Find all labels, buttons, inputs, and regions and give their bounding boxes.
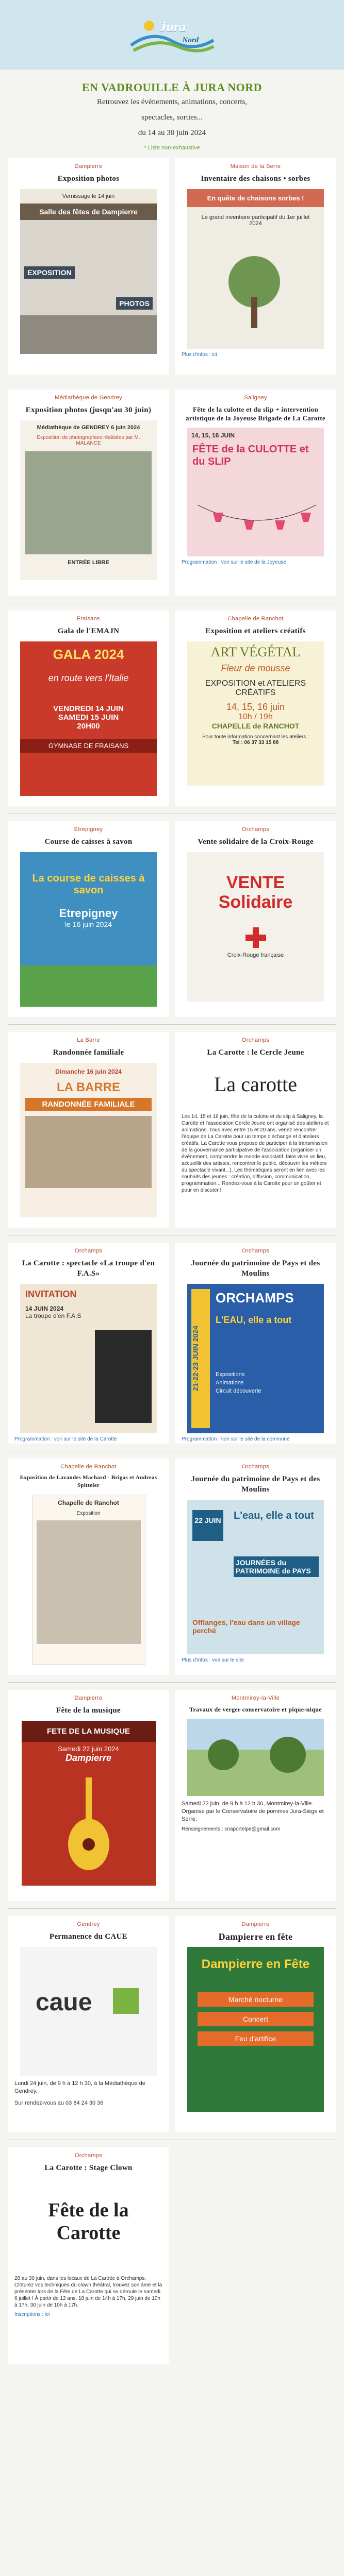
poster-text: Expositions (216, 1371, 245, 1378)
event-location: Fraisans (77, 616, 100, 622)
event-poster[interactable] (20, 1284, 157, 1433)
program-link[interactable]: Programmation : voir sur le site de la Joyeuse (182, 560, 286, 565)
poster-headline: caue (36, 1989, 92, 2016)
poster-text: GYMNASE DE FRAISANS (20, 739, 157, 753)
event-title: Inventaire des chaisons • sorbes (201, 175, 310, 183)
poster-tree (270, 1737, 306, 1773)
event-poster[interactable] (187, 428, 324, 556)
poster-text: 14, 15, 16 juin (226, 702, 285, 712)
event-poster[interactable] (20, 852, 157, 1007)
event-location: Etrepigney (74, 826, 103, 833)
poster-photo (25, 1116, 152, 1188)
event-title: Randonnée familiale (53, 1048, 124, 1057)
event-card (8, 821, 169, 1017)
non-exhaustive-note[interactable]: * Liste non-exhaustive (144, 145, 200, 151)
poster-headline: 14, 15, 16 JUIN (191, 432, 235, 439)
poster-text: Pour toute information concernant les ateliers : (202, 734, 309, 740)
poster-text: en route vers l'Italie (48, 673, 129, 683)
poster-text: Concert (198, 2012, 314, 2026)
poster-headline: 22 JUIN (192, 1510, 223, 1541)
poster-text: EXPOSITION et ATELIERS CRÉATIFS (205, 679, 306, 697)
poster-headline: La course de caisses à savon (32, 873, 145, 896)
event-card (175, 611, 336, 806)
poster-text: LA BARRE (56, 1080, 121, 1094)
event-poster[interactable] (20, 1947, 157, 2076)
event-card (8, 1459, 169, 1675)
event-description: Lundi 24 juin, de 9 h à 12 h 30, à la Médiathèque de Gendrey. (14, 2080, 145, 2094)
poster-photo (37, 1520, 141, 1644)
poster-headline: ART VÉGÉTAL (210, 645, 301, 659)
poster-headline: FETE DE LA MUSIQUE (22, 1721, 156, 1742)
divider (8, 1682, 336, 1683)
event-title: La Carotte : Stage Clown (44, 2164, 133, 2172)
event-location: Orchamps (241, 1037, 270, 1043)
poster-text: Samedi 22 juin 2024 (58, 1745, 119, 1753)
event-title: Fête de la musique (56, 1706, 121, 1715)
event-description: Samedi 22 juin, de 9 h à 12 h 30, Montmirey-la-Ville. Organisé par le Conservatoire de pommes Jura-Siège et Serre. (182, 1801, 324, 1822)
divider (8, 1908, 336, 1909)
poster-headline: Chapelle de Ranchot (58, 1499, 119, 1506)
garland-icon (198, 495, 316, 546)
poster-text: L'eau, elle a tout (234, 1510, 314, 1521)
event-card (175, 1459, 336, 1675)
event-title: Gala de l'EMAJN (57, 627, 120, 635)
event-poster[interactable] (187, 1284, 324, 1433)
poster-text: Offlanges, l'eau dans un village perché (192, 1618, 300, 1635)
poster-text: Exposition (76, 1511, 101, 1516)
event-card (175, 389, 336, 596)
event-card (175, 1032, 336, 1228)
event-title: Exposition de Lavandes Machard - Brigas et Andreas Spitteler (20, 1475, 157, 1488)
event-title: Exposition et ateliers créatifs (205, 627, 306, 635)
program-link[interactable]: Programmation : voir sur le site de la commune (182, 1436, 290, 1442)
event-poster[interactable] (20, 1063, 157, 1217)
event-card (8, 2147, 169, 2364)
event-title: Travaux de verger conservatoire et pique-nique (189, 1706, 322, 1713)
event-row (0, 1459, 344, 1675)
poster-text: ORCHAMPS (216, 1290, 294, 1306)
poster-text: PHOTOS (116, 297, 153, 310)
poster-text: Croix-Rouge française (227, 952, 284, 958)
poster-headline: 21·22·23 JUIN 2024 (191, 1289, 210, 1428)
event-row (0, 611, 344, 806)
event-title: La Carotte : spectacle «La troupe d'en F.A.S» (22, 1259, 155, 1278)
poster-text: ENTRÉE LIBRE (68, 560, 109, 566)
event-poster[interactable] (20, 420, 157, 580)
tree-illustration-icon (208, 251, 301, 333)
register-link[interactable]: Inscriptions : ici (14, 2312, 50, 2317)
event-poster[interactable] (187, 852, 324, 1002)
poster-text: Tel : 06 37 33 15 88 (232, 740, 279, 745)
poster-photo (25, 451, 152, 554)
event-row (0, 1690, 344, 1901)
poster-photo (20, 315, 157, 354)
event-location: Orchamps (241, 826, 270, 833)
event-card (175, 1243, 336, 1444)
poster-text: Etrepigney (59, 907, 118, 920)
event-title: La Carotte : le Cercle Jeune (207, 1048, 304, 1057)
event-title: Vente solidaire de la Croix-Rouge (198, 838, 314, 846)
event-poster[interactable] (187, 1719, 324, 1796)
poster-text: Animations (216, 1380, 244, 1386)
event-row (0, 2147, 344, 2364)
poster-text: 10h / 19h (238, 713, 273, 721)
poster-text: Fleur de mousse (221, 663, 290, 673)
event-title: Permanence du CAUE (49, 1933, 128, 1941)
event-card (8, 1916, 169, 2132)
event-card (8, 1690, 169, 1901)
event-card (8, 611, 169, 806)
program-link[interactable]: Programmation : voir sur le site de la Carotte (14, 1436, 117, 1442)
event-location: Gendrey (77, 1921, 100, 1927)
event-location: Chapelle de Ranchot (60, 1464, 117, 1470)
poster-text: Exposition de photographies réalisées par M. MALANCE (37, 435, 140, 446)
event-card (8, 1032, 169, 1228)
event-card (8, 1243, 169, 1444)
event-title: Journée du patrimoine de Pays et des Moulins (191, 1475, 320, 1494)
event-row (0, 389, 344, 596)
poster-text: La troupe d'en F.A.S (25, 1312, 81, 1319)
event-card (8, 158, 169, 375)
event-location: Chapelle de Ranchot (227, 616, 284, 622)
event-location: Orchamps (74, 2153, 103, 2159)
poster-text: EXPOSITION (24, 266, 75, 279)
poster-headline: Dampierre en Fête (201, 1957, 310, 1971)
poster-headline: INVITATION (25, 1289, 77, 1299)
poster-text: L'EAU, elle a tout (216, 1315, 292, 1325)
event-poster[interactable] (196, 1063, 315, 1109)
event-poster[interactable] (22, 1721, 156, 1886)
event-location: Orchamps (241, 1248, 270, 1254)
event-poster[interactable] (37, 2178, 140, 2271)
red-cross-icon (245, 927, 266, 948)
event-card (175, 1690, 336, 1901)
event-title: Exposition photos (jusqu'au 30 juin) (25, 406, 152, 414)
event-title: Fête de la culotte et du slip + intervention artistique de la Joyeuse Brigade de La Carotte (185, 405, 325, 422)
divider (8, 1024, 336, 1025)
event-location: La Barre (77, 1037, 100, 1043)
event-description: 28 au 30 juin, dans les locaux de La Carotte à Orchamps. Clôturez vos techniques du clown théâtral, trouvez son âme et la présenter lors de la Fête de La Carotte qui se déroule le samedi 6 juillet ! À partir de 12 ans. 18 juin de 14h à 17h, 29 juin de 10h à 17h, 30 juin de 10h à 17h. (14, 2276, 162, 2308)
logo-line2: Nord (182, 36, 199, 44)
more-info-link[interactable]: Plus d'infos : voir sur le site (182, 1657, 244, 1663)
poster-text: le 16 juin 2024 (64, 920, 112, 928)
event-row (0, 821, 344, 1017)
poster-text: Dampierre (65, 1753, 112, 1763)
intro-line: spectacles, sorties... (141, 113, 203, 122)
poster-text: VENDREDI 14 JUIN (53, 704, 124, 713)
poster-tree (208, 1739, 239, 1770)
event-row (0, 1032, 344, 1228)
poster-text: FÊTE de la CULOTTE et du SLIP (192, 444, 309, 467)
event-card (8, 389, 169, 596)
poster-text: 14 JUIN 2024 (25, 1305, 64, 1312)
poster-headline: Fête de la Carotte (48, 2199, 129, 2244)
event-location: Montmirey-la-Ville (231, 1695, 280, 1701)
poster-text: JOURNÉES du PATRIMOINE de PAYS (234, 1556, 319, 1577)
intro-line: Retrouvez les événements, animations, concerts, (96, 98, 248, 106)
event-card (175, 821, 336, 1017)
event-location: Dampierre (74, 1695, 103, 1701)
poster-text: 20H00 (77, 722, 100, 731)
contact-link[interactable]: Renseignements : cnaportelpe@gmail.com (182, 1826, 281, 1832)
event-location: Dampierre (74, 163, 103, 170)
event-poster[interactable] (187, 189, 324, 349)
intro-line: du 14 au 30 juin 2024 (138, 129, 206, 137)
event-row (0, 158, 344, 375)
more-info-link[interactable]: Plus d'infos : ici (182, 352, 217, 358)
event-description: Sur rendez-vous au 03 84 24 30 36 (14, 2100, 104, 2106)
event-poster[interactable] (187, 1500, 324, 1654)
poster-text: RANDONNÉE FAMILIALE (25, 1098, 152, 1111)
header-banner (0, 0, 344, 70)
event-title: Course de caisses à savon (44, 838, 133, 846)
poster-headline: En quête de chaisons sorbes ! (187, 189, 324, 207)
poster-text: Circuit découverte (216, 1388, 261, 1394)
poster-text: CHAPELLE de RANCHOT (211, 722, 300, 730)
poster-photo (95, 1330, 152, 1423)
event-location: Dampierre (241, 1921, 270, 1927)
newsletter-title: EN VADROUILLE À JURA NORD (81, 81, 263, 94)
event-poster[interactable] (187, 1947, 324, 2112)
event-title: Dampierre en fête (218, 1931, 293, 1942)
intro-section (0, 70, 344, 158)
logo-hills-icon (121, 9, 224, 61)
poster-headline: Vernissage le 14 juin (20, 189, 157, 204)
event-location: Maison de la Serre (230, 163, 281, 170)
poster-text: Le grand inventaire participatif du 1er juillet 2024 (201, 214, 310, 227)
poster-text: Marché nocturne (198, 1992, 314, 2007)
poster-headline: Dimanche 16 juin 2024 (55, 1068, 122, 1075)
guitar-icon (63, 1777, 114, 1875)
event-location: Saligney (244, 395, 267, 401)
poster-sky (187, 1719, 324, 1750)
event-title: Journée du patrimoine de Pays et des Moulins (191, 1259, 320, 1278)
event-poster[interactable] (20, 641, 157, 796)
poster-text: Salle des fêtes de Dampierre (20, 204, 157, 220)
event-row (0, 1916, 344, 2132)
event-poster[interactable] (32, 1495, 145, 1665)
poster-headline: GALA 2024 (53, 647, 124, 662)
event-card (175, 1916, 336, 2132)
event-location: Médiathèque de Gendrey (55, 395, 122, 401)
poster-headline: Médiathèque de GENDREY 6 juin 2024 (37, 425, 140, 431)
event-card (175, 158, 336, 375)
event-description: Les 14, 15 et 16 juin, fête de la culotte et du slip à Saligney, la Carotte et l'association Cercle Jeune ont organisé des ateliers et animations. Tous avec entre 15 et 20 ans, venez rencontrer l'équipe de La Carotte pour un temps d'échange et d'ateliers créatifs. La Carotte vous propose de participer à la transmission de la gouvernance participative de l'association (organiser un événement, comprendre le monde associatif, faire vivre un lieu, accueillir des artistes, rencontrer le public, découvrir les métiers du spectacle vivant...). Les thématiques seront en lien avec les souhaits des jeunes : création, diffusion, communication, programmation... Rendez-vous à la Carotte pour un goûter et pour en discuter ! (182, 1114, 329, 1193)
event-poster[interactable] (187, 641, 324, 786)
event-poster[interactable] (20, 189, 157, 354)
poster-headline: VENTE Solidaire (218, 873, 293, 912)
caue-square-icon (113, 1988, 139, 2014)
event-row (0, 1243, 344, 1444)
poster-text: Feu d'artifice (198, 2031, 314, 2046)
logo-line1: Jura (159, 19, 186, 35)
poster-grass (20, 965, 157, 1007)
poster-text: SAMEDI 15 JUIN (58, 713, 119, 722)
jura-nord-logo (121, 9, 224, 61)
poster-headline: La carotte (214, 1073, 297, 1096)
event-location: Orchamps (241, 1464, 270, 1470)
event-location: Orchamps (74, 1248, 103, 1254)
event-title: Exposition photos (57, 175, 120, 183)
